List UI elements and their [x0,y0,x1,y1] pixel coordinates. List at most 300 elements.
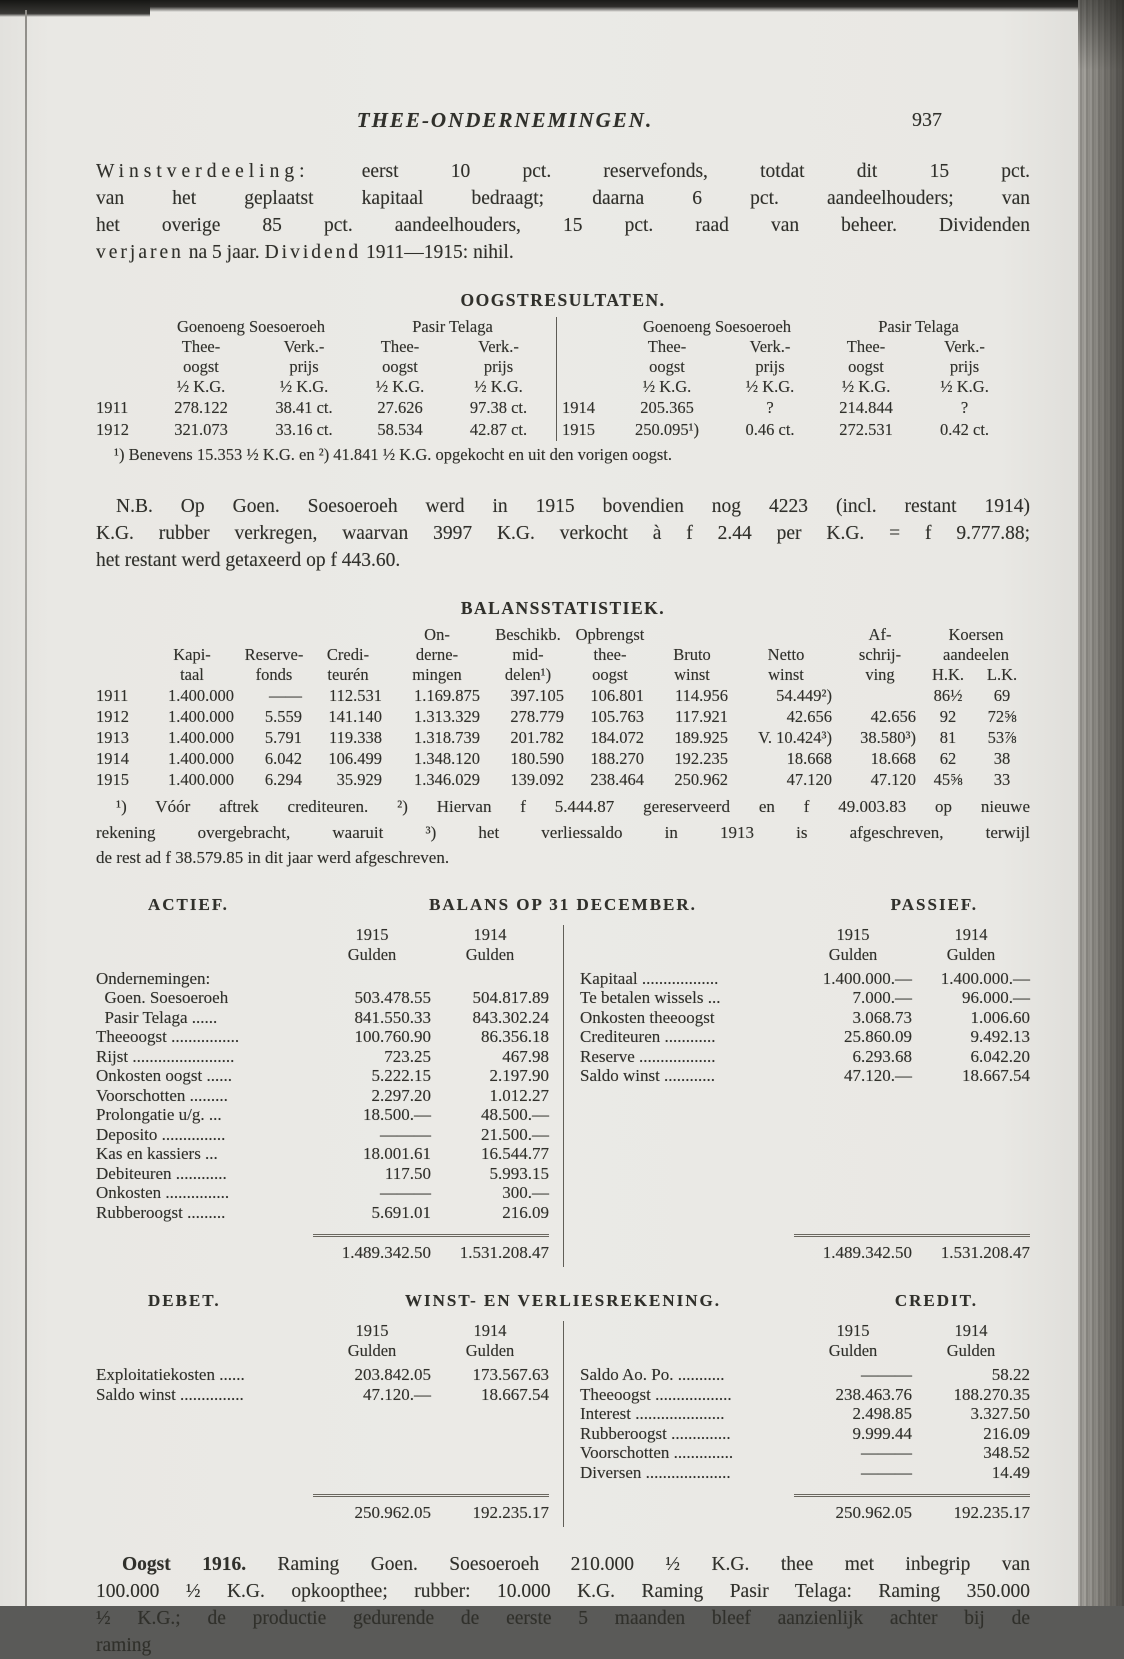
table-cell: 18.667.54 [481,1384,549,1404]
table-row [562,397,1017,419]
table-cell: Diversen .................... [580,1462,731,1482]
column-unit: ½ K.G. [940,377,989,396]
column-header: ving [865,665,895,684]
column-group-header: Goenoeng Soesoeroeh [643,317,792,336]
table-cell: 504.817.89 [472,988,549,1007]
column-header: Thee- [647,337,687,356]
table-cell: 238.463.76 [835,1384,912,1404]
table-cell: 1915 [96,770,129,789]
table-row [580,1385,1030,1405]
table-cell: —— [269,686,302,705]
balansstatistiek-table [96,625,1030,790]
year-column-header: 1914 Gulden [946,1321,996,1360]
table-row [96,419,551,441]
column-header: Thee- [380,337,420,356]
table-row [96,1203,549,1223]
table-cell: 117.921 [674,707,728,726]
table-cell: 1.318.739 [414,728,480,747]
winst-verlies-title: WINST- EN VERLIESREKENING. [404,1291,722,1310]
credit-side [563,1321,1030,1527]
text-line: het overige 85 pct. aandeelhouders, 15 pct. raad van beheer. Dividenden [96,215,1030,236]
column-header: Credi- [326,645,370,664]
table-cell: Onkosten theeoogst [580,1007,715,1027]
paragraph-text: 1911—1915: nihil. [361,242,514,263]
table-row [96,1365,549,1385]
column-header: Verk.- [749,337,791,356]
table-row [580,1365,1030,1385]
table-row [96,1008,549,1028]
passief-side [563,925,1030,1268]
table-cell: 35.929 [336,770,382,789]
table-cell: Interest ..................... [580,1404,725,1423]
table-cell: ——— [380,1124,431,1144]
passief-rows [580,969,1030,1086]
page-header [96,108,1030,136]
table-cell: Theeoogst ................ [96,1027,240,1046]
table-row [96,1385,549,1405]
table-cell: V. 10.424³) [758,728,832,747]
page-title: THEE-ONDERNEMINGEN. [356,108,654,132]
table-cell: Voorschotten .............. [580,1443,734,1462]
table-cell: 1912 [96,707,129,726]
table-cell: 300.— [502,1183,549,1202]
column-header: mid- [512,645,544,664]
column-unit: ½ K.G. [176,377,226,396]
text-line [96,1551,1030,1578]
table-row [96,685,1030,706]
text-line: 100.000 ½ K.G. opkoopthee; rubber: 10.000 K.G. Raming Pasir Telaga: Raming 350.000 [96,1581,1030,1602]
table-cell: 139.092 [510,770,564,789]
table-cell: Rijst ........................ [96,1046,235,1066]
table-cell: 192.235 [674,749,728,768]
table-cell: 843.302.24 [472,1007,549,1027]
table-cell: 503.478.55 [354,988,431,1007]
table-cell: 1.006.60 [970,1007,1030,1027]
column-header: Reserve- [244,645,304,664]
table-row [96,397,551,419]
column-group-header: Goenoeng Soesoeroeh [177,317,326,336]
table-cell: 467.98 [502,1046,549,1066]
table-cell: 58.22 [991,1365,1030,1384]
table-row [96,1125,549,1145]
spaced-word: Dividend [264,242,362,263]
table-cell: Exploitatiekosten ...... [96,1365,245,1384]
table-cell: 5.993.15 [489,1163,549,1183]
table-cell: 42.87 ct. [469,420,528,439]
total-value: 1.489.342.50 [341,1243,431,1262]
table-cell: 6.042.20 [970,1046,1030,1066]
table-cell: 1.346.029 [414,770,480,789]
table-cell: 173.567.63 [472,1365,549,1384]
oogst-1916-lines [96,1578,1030,1659]
table-cell: 54.449²) [776,686,832,705]
table-cell: 112.531 [328,686,382,705]
spaced-word: verjaren [96,242,184,263]
column-unit: ½ K.G. [474,377,523,396]
table-row [96,1086,549,1106]
table-cell: 1915 [562,420,596,439]
actief-total [96,1222,549,1263]
column-header: Bruto [673,645,711,664]
column-header: oogst [382,357,418,376]
table-cell: 321.073 [174,420,228,439]
table-cell: 27.626 [377,398,423,417]
total-value: 250.962.05 [354,1503,431,1522]
total-value: 192.235.17 [472,1503,549,1522]
table-cell: 106.801 [590,686,644,705]
table-cell: 18.500.— [363,1105,431,1124]
table-cell: 5.222.15 [371,1066,431,1085]
table-cell: 1914 [562,398,596,417]
table-cell: 6.042 [264,749,302,768]
column-header: aandeelen [943,645,1009,664]
table-cell: 86.356.18 [481,1027,549,1046]
column-header: winst [768,665,804,684]
oogst-1916-paragraph [96,1551,1030,1659]
table-row [580,969,1030,989]
actief-side [96,925,563,1268]
table-cell: 97.38 ct. [469,398,528,417]
column-header: fonds [255,665,293,684]
oogst-table-right [562,317,1017,441]
column-header: L.K. [986,665,1018,684]
table-cell: 18.668 [786,749,832,768]
table-cell: 18.667.54 [962,1066,1030,1085]
column-headers [96,925,549,965]
table-cell: 72⅝ [987,707,1017,726]
column-header: Verk.- [478,337,519,356]
table-row [96,1066,549,1086]
paragraph-text: na 5 jaar. [183,242,265,263]
passief-label: PASSIEF. [890,894,978,914]
table-row [96,1047,549,1067]
balansstatistiek-title: BALANSSTATISTIEK. [460,598,666,618]
table-cell: 1.400.000 [168,707,234,726]
table-cell: 1.400.000 [168,686,234,705]
table-cell: 42.656 [786,707,832,726]
column-header: Thee- [846,337,886,356]
balans-table [96,925,1030,1268]
debet-side [96,1321,563,1527]
table-cell: 33 [993,770,1011,789]
table-cell: 6.294 [264,770,302,789]
paragraph-text: Raming Goen. Soesoeroeh 210.000 ½ K.G. thee met inbegrip van [246,1554,1031,1575]
oogst-1916-lead: Oogst 1916. [122,1554,247,1575]
scan-top-edge [0,0,1124,12]
table-cell: 397.105 [510,686,564,705]
text-line [96,239,1030,266]
total-value: 1.531.208.47 [940,1243,1030,1262]
year-column-header: 1914 Gulden [465,924,515,964]
table-cell: 1913 [96,728,129,747]
column-unit: ½ K.G. [279,377,329,396]
table-cell: 9.999.44 [852,1423,912,1443]
table-cell: ——— [861,1365,912,1384]
column-header: H.K. [931,665,965,684]
table-cell: 69 [993,686,1011,705]
table-cell: 53⅞ [987,728,1017,747]
table-cell: 1911 [96,398,129,417]
column-header: winst [674,665,710,684]
table-row [580,1047,1030,1067]
page-content [96,12,1030,1659]
year-column-header: 1915 Gulden [347,1321,397,1360]
column-headers [580,1321,1030,1361]
column-header: Beschikb. [495,625,561,644]
winst-verlies-header [96,1291,1030,1317]
column-header: Verk.- [944,337,985,356]
column-header: prijs [949,357,980,376]
table-cell: 106.499 [328,749,382,768]
table-cell: 105.763 [590,707,644,726]
text-line: ½ K.G.; de productie gedurende de eerste 5 maanden bleef aanzienlijk achter bij de [96,1608,1030,1629]
table-cell: 180.590 [510,749,564,768]
column-header: schrij- [858,645,902,664]
table-cell: 48.500.— [481,1105,549,1124]
table-cell: 205.365 [640,398,694,417]
table-row [580,1066,1030,1086]
table-row [96,988,549,1008]
table-row [580,1404,1030,1424]
table-cell: 114.956 [674,686,728,705]
column-header: prijs [289,357,319,376]
table-cell: 18.668 [870,749,916,768]
table-cell: 2.197.90 [489,1066,549,1085]
table-cell [431,969,549,989]
table-cell: 18.001.61 [363,1144,431,1163]
table-cell: 188.270 [590,749,644,768]
column-header: mingen [412,665,462,684]
table-cell: 1912 [96,420,129,439]
column-unit: ½ K.G. [745,377,795,396]
table-cell: ——— [380,1183,431,1202]
table-row [96,1105,549,1125]
table-cell: 250.095¹) [634,420,700,439]
table-cell: 250.962 [674,770,728,789]
total-value: 1.531.208.47 [459,1243,549,1262]
table-cell: 348.52 [983,1443,1030,1462]
credit-rows [580,1365,1030,1482]
text-line: N.B. Op Goen. Soesoeroeh werd in 1915 bovendien nog 4223 (incl. restant 1914) [116,496,1030,517]
credit-label: CREDIT. [894,1291,978,1310]
table-cell: 42.656 [870,707,916,726]
table-cell: ——— [861,1443,912,1462]
table-cell: 272.531 [839,420,893,439]
table-row [580,1424,1030,1444]
table-cell: Deposito ............... [96,1124,226,1144]
table-cell: 189.925 [674,728,728,747]
column-header: Af- [868,625,892,644]
column-header: prijs [755,357,785,376]
table-cell: 21.500.— [481,1124,549,1144]
table-cell: Kapitaal .................. [580,968,719,988]
table-cell: 1.400.000 [168,749,234,768]
column-header: Thee- [181,337,221,356]
debet-total [96,1482,549,1523]
table-cell: Saldo Ao. Po. ........... [580,1365,725,1384]
table-cell: 0.46 ct. [745,420,795,439]
oogst-table-left [96,317,551,441]
table-cell: Crediteuren ............ [580,1027,716,1046]
column-unit: ½ K.G. [642,377,692,396]
table-cell: 7.000.— [852,988,912,1007]
table-cell: Kas en kassiers ... [96,1144,218,1163]
table-cell: Reserve .................. [580,1046,716,1066]
page-number: 937 [912,109,942,131]
column-headers [580,925,1030,965]
table-cell: 841.550.33 [354,1007,431,1027]
table-cell: 184.072 [590,728,644,747]
spaced-word: Winstverdeeling: [96,161,310,182]
table-cell: 38.41 ct. [275,398,333,417]
year-column-header: 1915 Gulden [828,924,878,964]
table-cell: 1.400.000.— [822,968,912,988]
table-cell: 1.169.875 [414,686,480,705]
table-cell: 81 [939,728,957,747]
table-cell: 100.760.90 [354,1027,431,1046]
year-column-header: 1915 Gulden [347,924,397,964]
table-cell: 33.16 ct. [275,420,333,439]
table-cell: 188.270.35 [953,1384,1030,1404]
year-column-header: 1915 Gulden [828,1321,878,1360]
table-cell: 5.791 [264,728,302,747]
column-unit: ½ K.G. [375,377,425,396]
table-cell: 216.09 [983,1423,1030,1443]
table-cell [313,969,431,989]
column-header: teurén [327,665,369,684]
balans-header [96,895,1030,921]
table-row [580,1443,1030,1463]
debet-rows [96,1365,549,1404]
table-cell: 3.327.50 [970,1404,1030,1423]
table-cell: 45⅝ [933,770,963,789]
table-cell: 216.09 [502,1202,549,1222]
total-value: 1.489.342.50 [822,1243,912,1262]
table-cell: 47.120 [870,770,916,789]
winst-verlies-table [96,1321,1030,1527]
table-row [96,1183,549,1203]
table-cell: 58.534 [377,420,423,439]
table-cell: 38.580³) [860,728,916,747]
text-line: ¹) Vóór aftrek crediteuren. ²) Hiervan f 5.444.87 gereserveerd en f 49.003.83 op nieuwe [116,797,1030,816]
table-cell: 119.338 [328,728,382,747]
table-cell: 214.844 [839,398,893,417]
table-cell: 1914 [96,749,129,768]
table-cell: 6.293.68 [852,1046,912,1066]
text-line: rekening overgebracht, waaruit ³) het verliessaldo in 1913 is afgeschreven, terwijl [96,822,1030,842]
column-header: Koersen [948,625,1004,644]
table-cell: Ondernemingen: [96,968,211,988]
table-row [96,1027,549,1047]
table-row [96,727,1030,748]
table-cell: 1.348.120 [414,749,480,768]
table-cell: 1.313.329 [414,707,480,726]
table-cell: 201.782 [510,728,564,747]
table-row [562,419,1017,441]
book-pages-edge [1078,0,1124,1606]
oogstresultaten-table [96,317,1030,441]
column-headers [96,1321,549,1361]
table-cell: 14.49 [991,1462,1030,1482]
column-header: oogst [592,665,628,684]
table-cell: ? [766,398,774,417]
table-cell: 141.140 [328,707,382,726]
year-column-header: 1914 Gulden [946,924,996,964]
table-cell: 1.400.000.— [940,968,1030,988]
table-cell: 38 [993,749,1011,768]
column-header: Opbrengst [575,625,645,644]
balansstatistiek-footnote [96,794,1030,871]
table-row [96,706,1030,727]
paragraph-text: eerst 10 pct. reservefonds, totdat dit 15 pct. [309,161,1030,182]
column-unit: ½ K.G. [841,377,891,396]
table-row [96,748,1030,769]
table-cell: 92 [939,707,957,726]
table-cell: 86½ [933,686,963,705]
table-cell: Rubberoogst ......... [96,1202,226,1222]
column-header: thee- [593,645,627,664]
column-header: delen¹) [504,665,552,684]
column-header: oogst [649,357,685,376]
credit-total [580,1482,1030,1523]
table-cell: 3.068.73 [852,1007,912,1027]
table-cell: Saldo winst ............... [96,1384,244,1404]
column-header: oogst [183,357,219,376]
table-cell: 238.464 [590,770,644,789]
balans-title: BALANS OP 31 DECEMBER. [429,894,697,914]
table-cell: 9.492.13 [970,1027,1030,1046]
column-group-header: Pasir Telaga [412,317,493,336]
table-cell: Te betalen wissels ... [580,988,721,1007]
table-cell: Theeoogst .................. [580,1384,732,1404]
table-row [580,1027,1030,1047]
text-line: de rest ad f 38.579.85 in dit jaar werd afgeschreven. [96,848,450,867]
text-line: het restant werd getaxeerd op f 443.60. [96,550,401,571]
actief-rows [96,969,549,1223]
table-cell: 25.860.09 [844,1027,912,1046]
column-header: prijs [483,357,514,376]
table-cell: 96.000.— [962,988,1030,1007]
column-header: On- [424,625,450,644]
table-cell: 62 [939,749,957,768]
column-header: oogst [848,357,884,376]
table-row [580,1463,1030,1483]
winstverdeeling-paragraph [96,158,1030,266]
table-cell: Prolongatie u/g. ... [96,1105,222,1124]
passief-total [580,1222,1030,1263]
column-header: derne- [415,645,459,664]
table-cell: Pasir Telaga ...... [96,1007,218,1027]
table-cell: 278.779 [510,707,564,726]
table-cell: 1.012.27 [489,1085,549,1105]
table-cell: 47.120.— [844,1066,912,1085]
table-cell: 5.691.01 [371,1202,431,1222]
nb-paragraph [96,493,1030,574]
table-row [96,969,549,989]
table-row [580,1008,1030,1028]
table-row [96,1144,549,1164]
table-row [96,1164,549,1184]
table-cell: 117.50 [384,1163,431,1183]
actief-label: ACTIEF. [148,894,229,914]
table-cell: ——— [861,1462,912,1482]
column-header: Kapi- [173,645,211,664]
table-cell: ? [960,398,969,417]
table-cell: 203.842.05 [354,1365,431,1384]
table-cell: 0.42 ct. [940,420,990,439]
table-cell [838,685,922,706]
text-line [96,158,1030,185]
